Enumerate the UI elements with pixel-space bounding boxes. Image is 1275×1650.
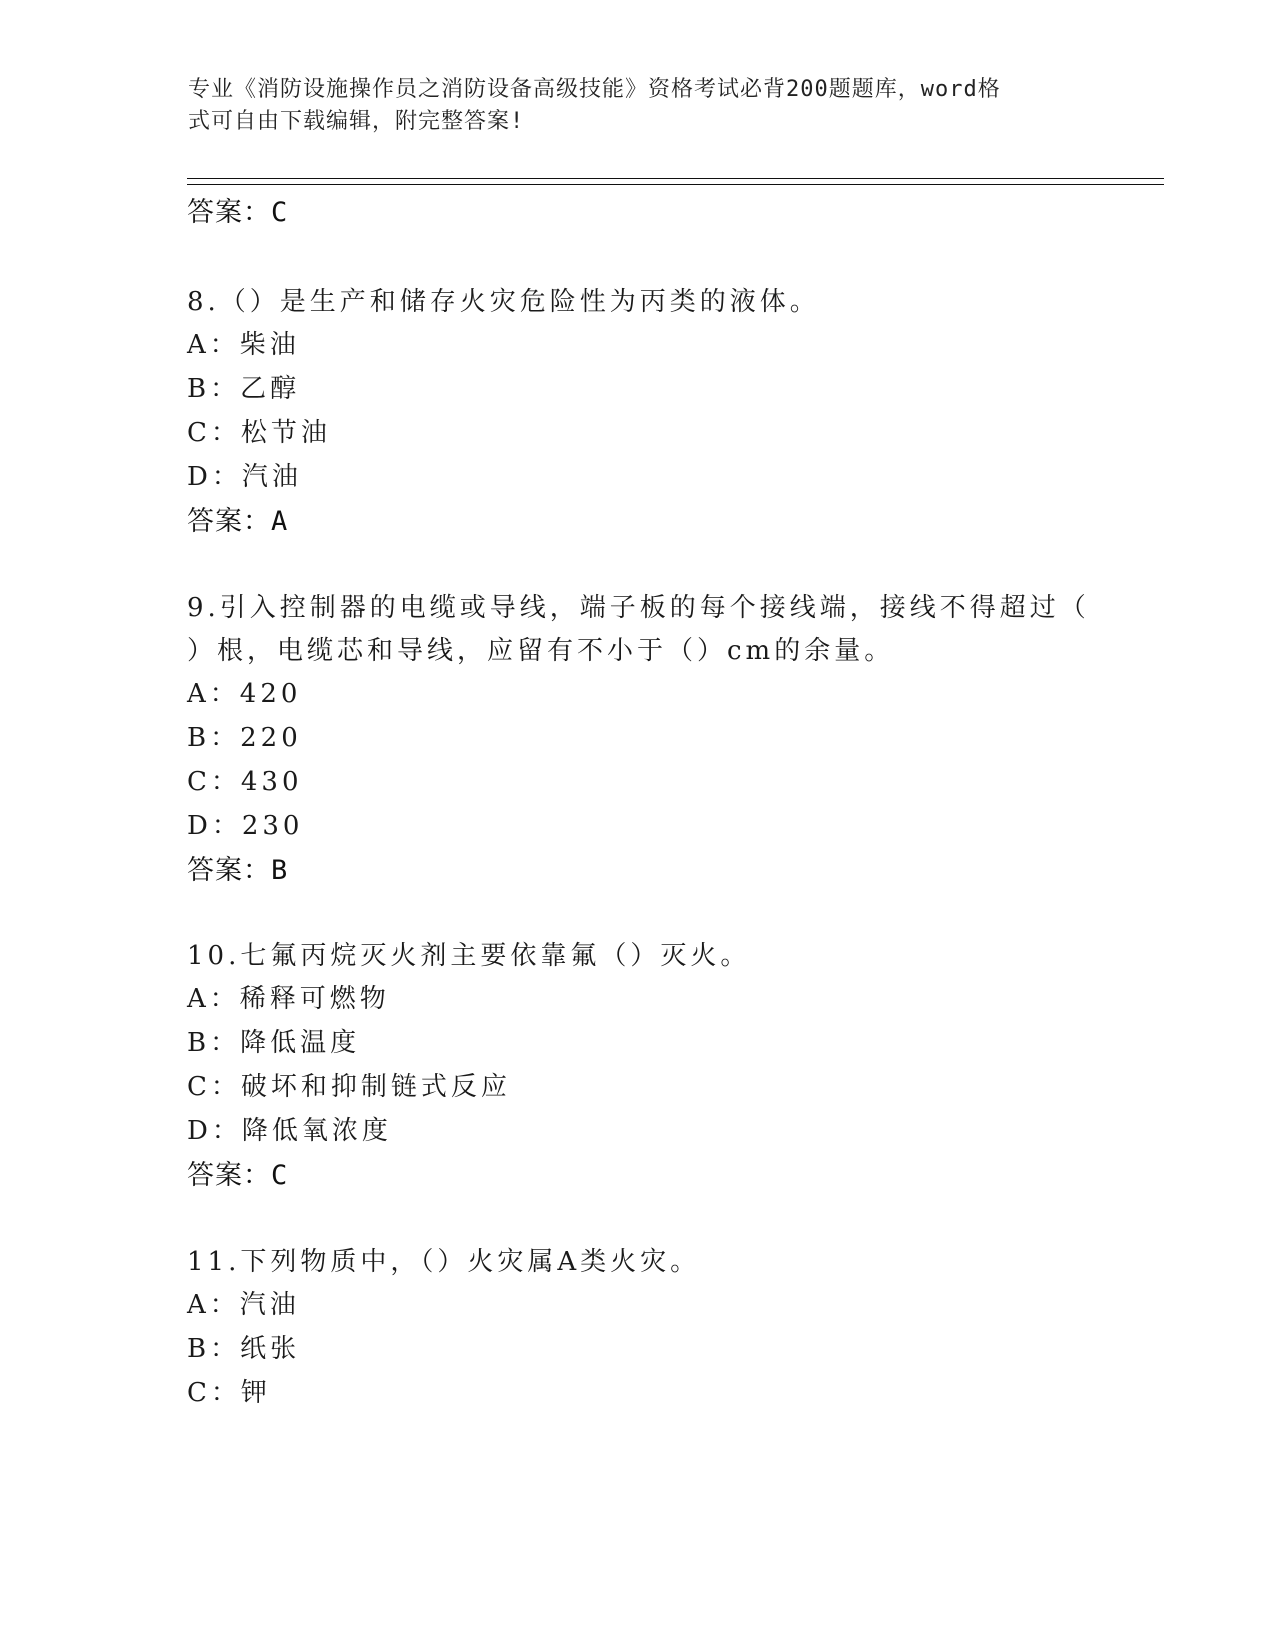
question-11-option-c: C：钾 (187, 1378, 271, 1408)
question-8-answer: 答案：A (187, 506, 289, 537)
question-10-stem: 10.七氟丙烷灭火剂主要依靠氟（）灭火。 (187, 941, 751, 971)
question-11-stem: 11.下列物质中，（）火灾属A类火灾。 (187, 1247, 701, 1277)
question-9-option-d: D：230 (187, 811, 304, 841)
question-11-option-b: B：纸张 (187, 1334, 301, 1364)
header-line-1: 专业《消防设施操作员之消防设备高级技能》资格考试必背200题题库，word格 (188, 77, 1001, 102)
question-8-stem: 8.（）是生产和储存火灾危险性为丙类的液体。 (187, 287, 820, 317)
question-10-option-b: B：降低温度 (187, 1028, 361, 1058)
question-9-option-b: B：220 (187, 723, 302, 753)
question-9-stem-line-1: 9.引入控制器的电缆或导线，端子板的每个接线端，接线不得超过（ (187, 593, 1090, 623)
question-10-option-c: C：破坏和抑制链式反应 (187, 1072, 511, 1102)
question-8-option-b: B：乙醇 (187, 374, 301, 404)
question-10-answer: 答案：C (187, 1160, 289, 1191)
header-line-2: 式可自由下载编辑，附完整答案! (188, 109, 525, 134)
question-9-stem-line-2: ）根，电缆芯和导线，应留有不小于（）cm的余量。 (187, 636, 895, 666)
question-9-answer: 答案：B (187, 855, 289, 886)
header-divider-top (187, 178, 1164, 179)
document-header (188, 74, 1068, 138)
question-9-option-a: A：420 (187, 679, 302, 709)
header-divider-bottom (187, 184, 1164, 185)
question-9-option-c: C：430 (187, 767, 303, 797)
question-10-option-a: A：稀释可燃物 (187, 984, 390, 1014)
answer-previous-question: 答案：C (187, 197, 289, 228)
question-10-option-d: D：降低氧浓度 (187, 1116, 392, 1146)
question-8-option-c: C：松节油 (187, 418, 331, 448)
question-11-option-a: A：汽油 (187, 1290, 300, 1320)
question-8-option-a: A：柴油 (187, 330, 300, 360)
question-8-option-d: D：汽油 (187, 462, 302, 492)
